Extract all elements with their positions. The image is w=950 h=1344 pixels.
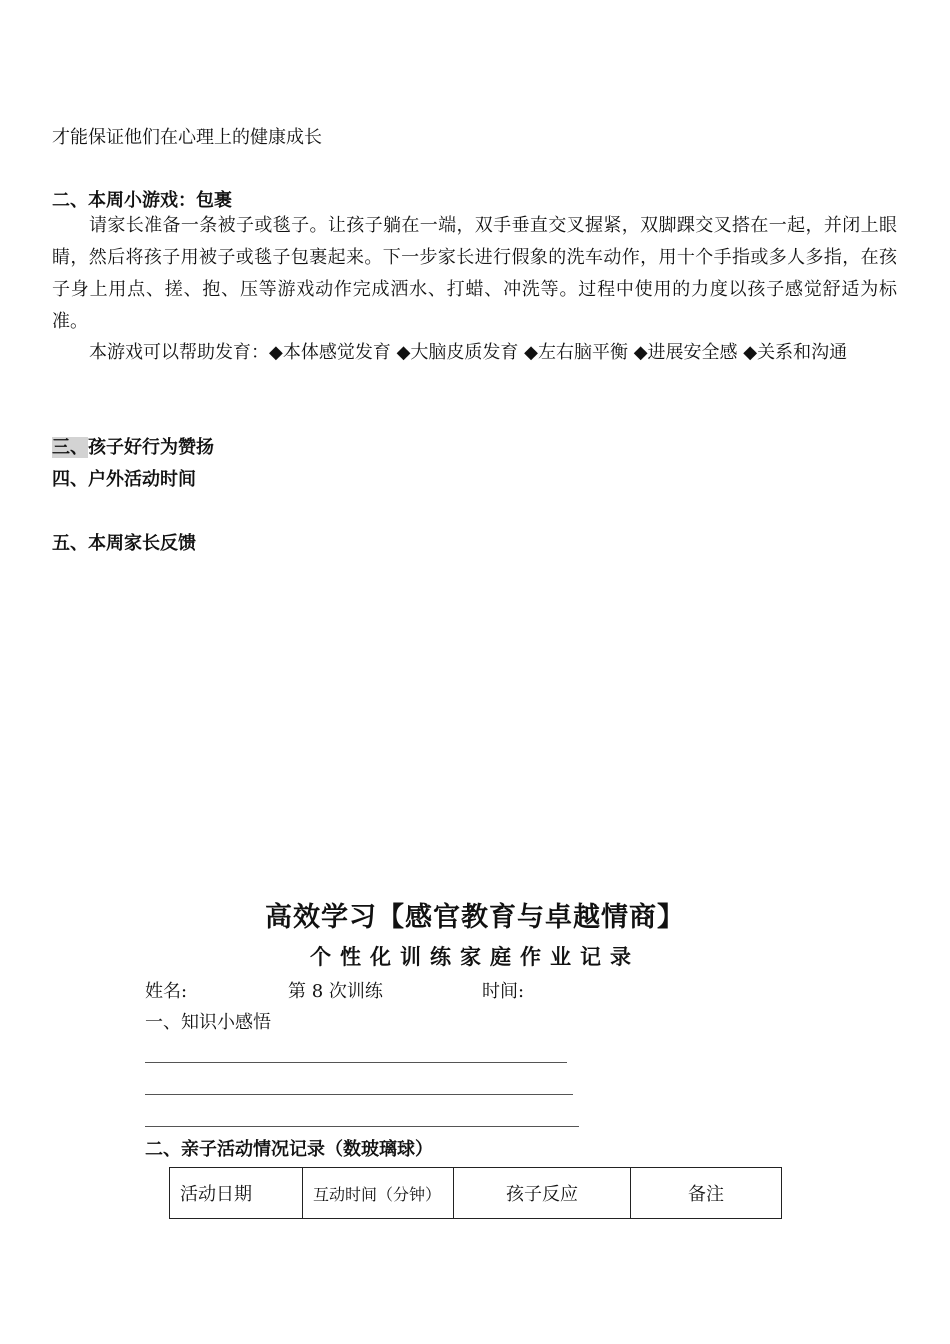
form-subtitle: 个性化训练家庭作业记录: [310, 944, 640, 969]
section-2-body: 请家长准备一条被子或毯子。让孩子躺在一端，双手垂直交叉握紧，双脚踝交叉搭在一起，并闭上眼睛，然后将孩子用被子或毯子包裹起来。下一步家长进行假象的洗车动作，用十个手指或多人多指，在孩子身上用点、搓、抱、压等游戏动作完成洒水、打蜡、冲洗等。过程中使用的力度以孩子感觉舒适为标准。: [52, 215, 897, 332]
section-3-heading: [52, 432, 214, 464]
form-title: 高效学习【感官教育与卓越情商】: [265, 902, 685, 933]
answer-line: [145, 1126, 579, 1127]
form-section-1-heading: 一、知识小感悟: [145, 1012, 271, 1033]
section-4-heading: 四、户外活动时间: [52, 469, 196, 490]
table-header-row: [170, 1168, 782, 1219]
section-2-heading: 二、本周小游戏：包裹: [52, 190, 232, 211]
name-label: 姓名:: [145, 981, 188, 1002]
header-cell-duration: 互动时间（分钟）: [303, 1168, 454, 1219]
header-cell-reaction: 孩子反应: [454, 1168, 631, 1219]
activity-record-table: [169, 1167, 782, 1219]
session-label: 第 8 次训练: [288, 981, 383, 1002]
section-3-number: 三、: [52, 437, 88, 458]
section-3-text: 孩子好行为赞扬: [88, 437, 214, 458]
form-section-2-heading: 二、亲子活动情况记录（数玻璃球）: [145, 1139, 433, 1160]
header-cell-notes: 备注: [631, 1168, 782, 1219]
section-2-benefits: 本游戏可以帮助发育：◆本体感觉发育 ◆大脑皮质发育 ◆左右脑平衡 ◆进展安全感 ◆关系和沟通: [89, 342, 848, 363]
section-5-heading: 五、本周家长反馈: [52, 533, 196, 554]
header-cell-date: 活动日期: [170, 1168, 303, 1219]
time-label: 时间:: [482, 981, 525, 1002]
answer-line: [145, 1094, 573, 1095]
continuation-text: 才能保证他们在心理上的健康成长: [52, 127, 322, 148]
answer-line: [145, 1062, 567, 1063]
